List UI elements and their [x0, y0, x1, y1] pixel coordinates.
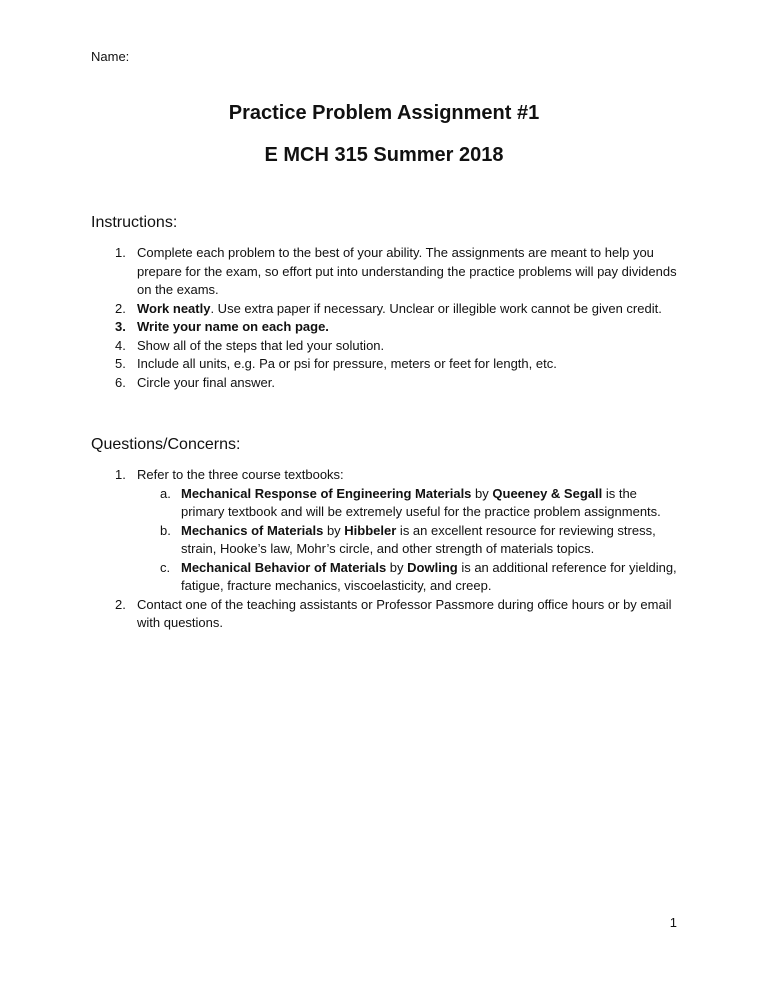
page-number: 1 — [669, 915, 677, 930]
list-item — [115, 300, 677, 319]
item-marker: 1. — [115, 467, 126, 482]
item-marker: 2. — [115, 596, 126, 612]
item-body — [137, 466, 677, 596]
item-text: Contact one of the teaching assistants or Professor Passmore during office hours or by email with questions. — [137, 596, 672, 630]
name-label: Name: — [91, 49, 130, 64]
item-text: Refer to the three course textbooks: — [137, 467, 344, 482]
item-text: Mechanical Response of Engineering Materials by Queeney & Segall is the primary textbook and will be extremely useful for the practice problem assignments. — [181, 485, 661, 519]
list-item — [160, 522, 677, 559]
list-item — [160, 559, 677, 596]
list-item — [115, 355, 677, 374]
list-item — [115, 466, 677, 596]
item-marker: 1. — [115, 245, 126, 260]
questions-heading: Questions/Concerns: — [91, 436, 241, 453]
item-marker: 2. — [115, 300, 126, 316]
list-item — [115, 244, 677, 300]
item-marker: 3. — [115, 319, 126, 334]
questions-list — [91, 466, 677, 633]
item-marker: c. — [160, 559, 171, 575]
list-item — [115, 337, 677, 356]
item-marker: 6. — [115, 374, 126, 390]
item-text: Mechanical Behavior of Materials by Dowling is an additional reference for yielding, fatigue, fracture mechanics, viscoelasticity, and creep. — [181, 559, 677, 593]
item-marker: 5. — [115, 356, 126, 371]
list-item — [115, 318, 677, 337]
textbooks-sublist — [137, 485, 677, 596]
item-text: Include all units, e.g. Pa or psi for pressure, meters or feet for length, etc. — [137, 356, 557, 371]
item-text: Show all of the steps that led your solution. — [137, 337, 385, 353]
list-item — [160, 485, 677, 522]
item-text: Write your name on each page. — [137, 319, 329, 334]
item-marker: b. — [160, 522, 171, 538]
item-text: Circle your final answer. — [137, 374, 275, 390]
item-marker: a. — [160, 485, 171, 501]
item-marker: 4. — [115, 337, 126, 353]
item-text: Work neatly. Use extra paper if necessary. Unclear or illegible work cannot be given credit. — [137, 300, 662, 316]
item-text: Mechanics of Materials by Hibbeler is an excellent resource for reviewing stress, strain, Hooke’s law, Mohr’s circle, and other strength of materials topics. — [181, 522, 656, 556]
instructions-heading: Instructions: — [91, 214, 178, 231]
instructions-list — [91, 244, 677, 392]
document-subtitle: E MCH 315 Summer 2018 — [264, 144, 504, 166]
item-text: Complete each problem to the best of your ability. The assignments are meant to help you prepare for the exam, so effort put into understanding the practice problems will pay dividends on the exams. — [137, 245, 677, 297]
list-item — [115, 374, 677, 393]
list-item — [115, 596, 677, 633]
document-title: Practice Problem Assignment #1 — [228, 102, 540, 124]
